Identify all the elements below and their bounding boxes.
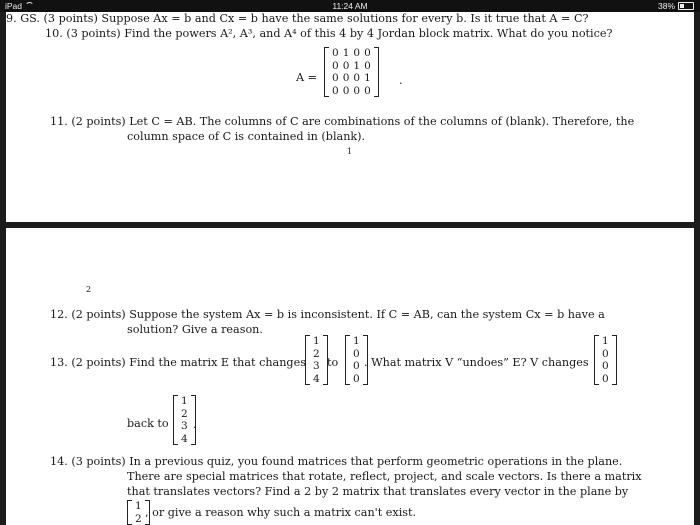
matrix-entry: 1 — [353, 59, 361, 72]
matrix-entry: 0 — [353, 72, 361, 84]
vector-entry: 2 — [181, 407, 188, 420]
matrix-entry: 0 — [353, 47, 361, 59]
battery-status: 38% — [658, 0, 694, 12]
question-13-text-2: . What matrix V “undoes” E? V changes — [364, 356, 589, 369]
word-back-to: back to — [127, 417, 169, 430]
document-page-2[interactable] — [6, 228, 694, 525]
question-14-line-4: , or give a reason why such a matrix can't exist. — [145, 506, 417, 519]
vector-entry: 0 — [602, 372, 609, 385]
vector-entry: 1 — [353, 335, 360, 347]
question-14-line-3: that translates vectors? Find a 2 by 2 matrix that translates every vector in the plane by — [127, 485, 629, 498]
matrix-entry: 0 — [364, 47, 371, 59]
vector-entry: 0 — [353, 372, 360, 385]
question-9: 9. GS. (3 points) Suppose Ax = b and Cx = b have the same solutions for every b. Is it true that A = C? — [6, 12, 589, 25]
page-number: 2 — [86, 285, 92, 294]
matrix-entry: 0 — [332, 59, 339, 72]
matrix-entry: 0 — [364, 59, 371, 72]
matrix-entry: 1 — [342, 47, 350, 59]
question-13-text: 13. (2 points) Find the matrix E that changes — [50, 356, 306, 369]
matrix-entry: 0 — [332, 47, 339, 59]
matrix-entry: 0 — [342, 72, 350, 84]
device-label: iPad — [5, 0, 34, 12]
vector-entry: 1 — [602, 335, 609, 347]
matrix-entry: 0 — [332, 84, 339, 97]
vector-entry: 1 — [181, 395, 188, 407]
page-number: 1 — [347, 147, 353, 156]
question-10: 10. (3 points) Find the powers A², A³, and A⁴ of this 4 by 4 Jordan block matrix. What do you notice? — [45, 27, 613, 40]
word-to: to — [327, 356, 339, 369]
matrix-entry: 1 — [364, 72, 371, 84]
vector-1000-b — [594, 335, 617, 385]
matrix-entry: 0 — [364, 84, 371, 97]
matrix-entry: 0 — [342, 59, 350, 72]
vector-entry: 1 — [135, 500, 142, 512]
question-13-end: . — [193, 418, 197, 431]
question-11-line-2: column space of C is contained in (blank). — [127, 130, 366, 143]
matrix-entry: 0 — [342, 84, 350, 97]
vector-entry: 3 — [181, 420, 188, 432]
question-12-line-1: 12. (2 points) Suppose the system Ax = b is inconsistent. If C = AB, can the system Cx = b have a — [50, 308, 605, 321]
vector-entry: 3 — [313, 360, 320, 372]
question-12-line-2: solution? Give a reason. — [127, 323, 263, 336]
vector-entry: 2 — [313, 347, 320, 360]
question-14-line-1: 14. (3 points) In a previous quiz, you found matrices that perform geometric operations in the plane. — [50, 455, 623, 468]
vector-entry: 0 — [353, 360, 360, 372]
vector-entry: 1 — [313, 335, 320, 347]
status-bar — [0, 0, 700, 12]
vector-entry: 0 — [602, 347, 609, 360]
vector-1234 — [305, 335, 328, 385]
clock: 11:24 AM — [332, 1, 368, 11]
vector-entry: 0 — [353, 347, 360, 360]
vector-entries — [178, 395, 191, 445]
vector-entries — [350, 335, 363, 385]
vector-entries — [310, 335, 323, 385]
question-11-line-1: 11. (2 points) Let C = AB. The columns of C are combinations of the columns of (blank). Therefore, the — [50, 115, 635, 128]
vector-entries — [132, 500, 145, 525]
vector-entry: 0 — [602, 360, 609, 372]
vector-entry: 4 — [181, 432, 188, 445]
matrix-period: . — [399, 74, 403, 87]
matrix-label: A = — [296, 71, 318, 84]
vector-entry: 2 — [135, 512, 142, 525]
vector-entry: 4 — [313, 372, 320, 385]
battery-icon — [678, 2, 694, 10]
matrix-entry: 0 — [332, 72, 339, 84]
matrix-entries — [329, 47, 374, 97]
matrix-entry: 0 — [353, 84, 361, 97]
question-14-line-2: There are special matrices that rotate, reflect, project, and scale vectors. Is there a matrix — [127, 470, 642, 483]
document-page-1[interactable] — [6, 12, 694, 222]
jordan-matrix — [324, 47, 379, 97]
vector-entries — [599, 335, 612, 385]
